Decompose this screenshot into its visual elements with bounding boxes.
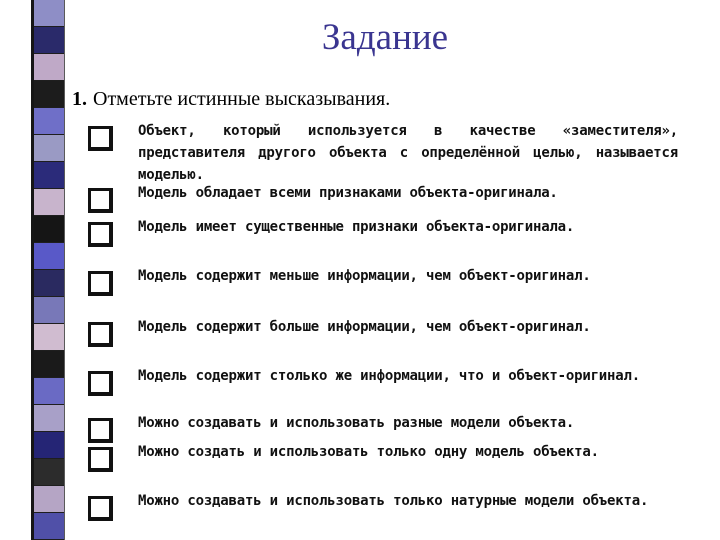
statement-checkbox[interactable] <box>88 447 113 472</box>
stripe-segment <box>31 432 65 459</box>
stripe-segment <box>31 243 65 270</box>
statement-checkbox[interactable] <box>88 222 113 247</box>
statement-checkbox[interactable] <box>88 188 113 213</box>
stripe-segment <box>31 297 65 324</box>
stripe-segment <box>31 189 65 216</box>
stripe-segment <box>31 405 65 432</box>
stripe-segment <box>31 81 65 108</box>
statement-item <box>88 182 678 213</box>
statement-item <box>88 265 678 296</box>
statement-text: Объект, который используется в качестве «заместителя», представителя другого объекта с определённой целью, называется моделью. <box>138 123 678 183</box>
statement-item <box>88 316 678 347</box>
stripe-segment <box>31 486 65 513</box>
task-instruction-text: Отметьте истинные высказывания. <box>93 88 391 110</box>
statement-item <box>88 412 678 443</box>
stripe-bar-right-edge <box>64 0 65 540</box>
task-instruction <box>72 88 390 111</box>
stripe-segment <box>31 513 65 540</box>
decorative-stripe-bar <box>31 0 65 540</box>
statement-text: Можно создавать и использовать разные модели объекта. <box>138 415 575 431</box>
statement-text: Модель содержит меньше информации, чем объект-оригинал. <box>138 268 591 284</box>
stripe-segment <box>31 108 65 135</box>
statement-text: Модель содержит столько же информации, что и объект-оригинал. <box>138 368 640 384</box>
statement-text: Модель содержит больше информации, чем объект-оригинал. <box>138 319 591 335</box>
stripe-segment <box>31 324 65 351</box>
stripe-segment <box>31 54 65 81</box>
stripe-bar-left-edge <box>31 0 34 540</box>
statement-checkbox[interactable] <box>88 496 113 521</box>
statement-item <box>88 490 678 521</box>
stripe-segment <box>31 27 65 54</box>
stripe-segment <box>31 135 65 162</box>
statement-checkbox[interactable] <box>88 322 113 347</box>
stripe-segment <box>31 459 65 486</box>
statement-checkbox[interactable] <box>88 271 113 296</box>
slide-title: Задание <box>321 17 449 58</box>
statement-item <box>88 441 678 472</box>
statement-checkbox[interactable] <box>88 126 113 151</box>
statement-item <box>88 216 678 247</box>
stripe-segment <box>31 216 65 243</box>
statement-text: Модель имеет существенные признаки объекта-оригинала. <box>138 219 575 235</box>
stripe-segment <box>31 162 65 189</box>
statement-text: Можно создать и использовать только одну модель объекта. <box>138 444 599 460</box>
statement-checkbox[interactable] <box>88 418 113 443</box>
task-number: 1. <box>72 88 87 110</box>
statement-text: Модель обладает всеми признаками объекта-оригинала. <box>138 185 558 201</box>
stripe-segment <box>31 378 65 405</box>
statement-checkbox[interactable] <box>88 371 113 396</box>
stripe-segment <box>31 351 65 378</box>
stripe-segment <box>31 270 65 297</box>
statement-text: Можно создавать и использовать только натурные модели объекта. <box>138 493 649 509</box>
statement-item <box>88 365 678 396</box>
stripe-segment <box>31 0 65 27</box>
statement-item <box>88 120 678 186</box>
